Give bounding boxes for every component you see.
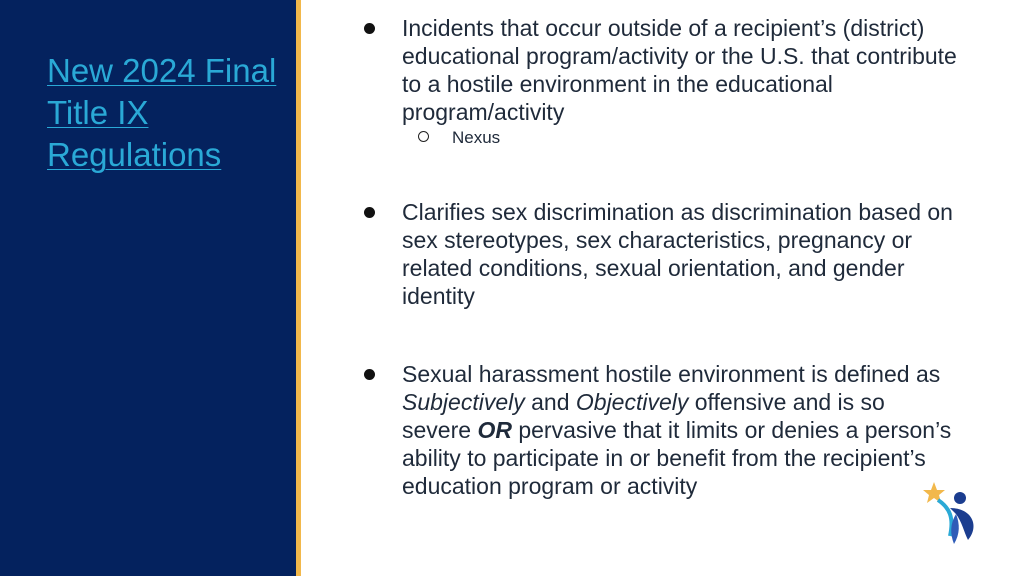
emphasis-or: OR — [477, 417, 512, 443]
left-panel — [0, 0, 296, 576]
bullet-item — [360, 360, 960, 500]
text-run: and — [524, 389, 576, 415]
sub-bullet-item — [402, 126, 960, 150]
star-person-logo-icon — [920, 478, 986, 548]
bullet-dot-icon — [364, 207, 375, 218]
bullet-text: Incidents that occur outside of a recipient’s (district) educational program/activity or the U.S. that contribute to a hostile environment in the educational program/activity — [402, 15, 957, 125]
accent-bar — [296, 0, 301, 576]
sub-bullet-ring-icon — [418, 131, 429, 142]
bullet-dot-icon — [364, 23, 375, 34]
bullet-text — [402, 361, 951, 499]
sub-bullet-text: Nexus — [452, 128, 501, 147]
bullet-dot-icon — [364, 369, 375, 380]
slide-title[interactable]: New 2024 Final Title IX Regulations — [47, 52, 277, 173]
bullet-list — [360, 14, 960, 500]
emphasis-subjectively: Subjectively — [402, 389, 525, 415]
text-run: Sexual harassment hostile environment is defined as — [402, 361, 941, 387]
text-run: pervasive that it limits or denies a person’s ability to participate in or benefit from the recipient’s education program or activity — [402, 417, 952, 499]
bullet-item — [360, 198, 960, 310]
bullet-text: Clarifies sex discrimination as discrimination based on sex stereotypes, sex characteristics, pregnancy or related conditions, sexual orientation, and gender identity — [402, 199, 953, 309]
text-run: offensive and is so severe — [402, 389, 885, 443]
bullet-item — [360, 14, 960, 126]
emphasis-objectively: Objectively — [575, 389, 689, 415]
